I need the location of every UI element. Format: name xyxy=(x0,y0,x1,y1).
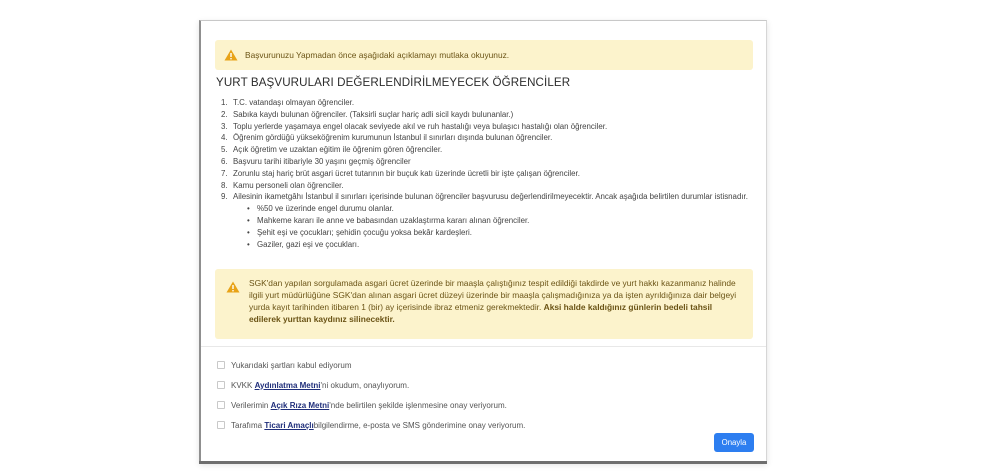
list-item-text: Kamu personeli olan öğrenciler. xyxy=(233,180,344,190)
ticari-checkbox-row[interactable] xyxy=(217,415,525,435)
ticari-amacli-link[interactable]: Ticari Amaçlı xyxy=(264,420,314,430)
acik-riza-metni-link[interactable]: Açık Rıza Metni xyxy=(270,400,330,410)
list-item-text: T.C. vatandaşı olmayan öğrenciler. xyxy=(233,98,355,107)
kvkk-checkbox-row[interactable] xyxy=(217,375,525,395)
list-item-text: Başvuru tarihi itibariyle 30 yaşını geçmiş öğrenciler xyxy=(233,156,411,166)
list-item-number: 7. xyxy=(221,168,228,178)
list-item xyxy=(221,121,751,133)
application-terms-modal xyxy=(199,20,767,463)
accept-terms-label: Yukarıdaki şartları kabul ediyorum xyxy=(231,360,352,370)
list-item xyxy=(221,168,751,180)
list-item xyxy=(221,144,751,156)
list-item xyxy=(221,180,751,192)
accept-terms-checkbox[interactable] xyxy=(217,361,225,369)
kvkk-label-before: KVKK xyxy=(231,380,253,390)
exception-item: • Mahkeme kararı ile anne ve babasından uzaklaştırma kararı alınan öğrenciler. xyxy=(247,215,751,227)
alert-top-text: Başvurunuzu Yapmadan önce aşağıdaki açıklamayı mutlaka okuyunuz. xyxy=(245,50,510,60)
list-item-number: 4. xyxy=(221,133,228,143)
list-item-text: Toplu yerlerde yaşamaya engel olacak seviyede akıl ve ruh hastalığı veya bulaşıcı hastalığı olan öğrenciler. xyxy=(233,121,608,131)
modal-bottom-border xyxy=(199,461,767,464)
list-item xyxy=(221,191,751,250)
list-item-number: 3. xyxy=(221,121,228,131)
acik-riza-label-before: Verilerimin xyxy=(231,400,269,410)
list-item-number: 2. xyxy=(221,109,228,119)
acik-riza-label-after: 'nde belirtilen şekilde işlenmesine onay veriyorum. xyxy=(329,400,507,410)
list-item-text: Öğrenim gördüğü yükseköğrenim kurumunun İstanbul il sınırları dışında bulunan öğrenciler. xyxy=(233,133,553,143)
consent-checkboxes xyxy=(217,355,525,435)
accept-terms-checkbox-row[interactable] xyxy=(217,355,525,375)
warning-alert-top xyxy=(215,40,753,70)
list-item xyxy=(221,132,751,144)
list-item-number: 9. xyxy=(221,192,228,202)
list-item-number: 6. xyxy=(221,156,228,166)
list-item xyxy=(221,156,751,168)
exception-item: • %50 ve üzerinde engel durumu olanlar. xyxy=(247,203,751,215)
list-item-number: 8. xyxy=(221,180,228,190)
alert-sgk-text: SGK'dan yapılan sorgulamada asgari ücret üzerinde bir maaşla çalıştığınız tespit edildiği takdirde ve yurt hakkı kazanmanız halinde ilgili yurt müdürlüğüne SGK'dan alınan asgari ücret düzeyi üzerinde bir maaşla çalışmadığınıza ya da işten ayrıldığınıza dair belgeyi yurda kayıt tarihinden itibaren 1 (bir) ay içerisinde ibraz etmeniz gerekmektedir. xyxy=(249,278,737,312)
ineligible-list xyxy=(221,97,751,250)
exception-item: • Gaziler, gazi eşi ve çocukları. xyxy=(247,239,751,251)
ticari-checkbox[interactable] xyxy=(217,421,225,429)
warning-icon xyxy=(226,281,240,293)
exception-list xyxy=(233,203,751,250)
list-item-text: Açık öğretim ve uzaktan eğitim ile öğrenim gören öğrenciler. xyxy=(233,145,443,155)
list-item xyxy=(221,97,751,109)
list-item-number: 1. xyxy=(221,98,228,107)
list-item-text: Zorunlu staj hariç brüt asgari ücret tutarının bir buçuk katı üzerinde ücretli bir işte çalışan öğrenciler. xyxy=(233,168,580,178)
ticari-label-after: bilgilendirme, e-posta ve SMS gönderimine onay veriyorum. xyxy=(313,420,526,430)
warning-alert-sgk xyxy=(215,269,753,339)
ticari-label-before: Tarafıma xyxy=(231,420,263,430)
alert-sgk-bold-text: Aksi halde kaldığınız günlerin bedeli tahsil edilerek yurttan kaydınız silinecektir. xyxy=(249,302,713,324)
submit-button[interactable]: Onayla xyxy=(714,433,754,452)
list-item xyxy=(221,109,751,121)
kvkk-label-after: 'ni okudum, onaylıyorum. xyxy=(320,380,410,390)
warning-icon xyxy=(224,49,238,61)
list-item-text: Ailesinin ikametgâhı İstanbul il sınırları içerisinde bulunan öğrenciler başvurusu değerlendirilmeyecektir. Ancak aşağıda belirtilen durumlar istisnadır. xyxy=(233,192,748,202)
list-item-text: Sabıka kaydı bulunan öğrenciler. (Taksirli suçlar hariç adli sicil kaydı bulunanlar.) xyxy=(233,109,514,119)
list-item-number: 5. xyxy=(221,145,228,155)
divider xyxy=(201,346,767,347)
acik-riza-checkbox[interactable] xyxy=(217,401,225,409)
acik-riza-checkbox-row[interactable] xyxy=(217,395,525,415)
exception-item: • Şehit eşi ve çocukları; şehidin çocuğu yoksa bekâr kardeşleri. xyxy=(247,227,751,239)
aydinlatma-metni-link[interactable]: Aydınlatma Metni xyxy=(254,380,321,390)
kvkk-checkbox[interactable] xyxy=(217,381,225,389)
modal-title: YURT BAŞVURULARI DEĞERLENDİRİLMEYECEK ÖĞRENCİLER xyxy=(216,76,571,89)
